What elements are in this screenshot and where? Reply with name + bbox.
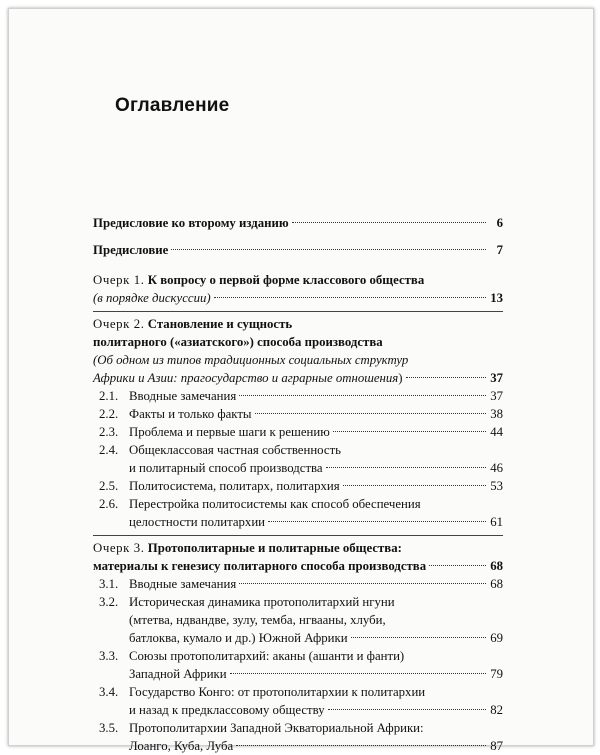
subsection-title-line: Политосистема, политарх, политархия [129,479,340,493]
subsection-title-line: Вводные замечания [129,389,237,403]
dot-leader [214,297,486,298]
page-number: 79 [490,667,503,681]
dot-leader [236,745,486,746]
dot-leader [343,485,486,486]
toc-subsection[interactable] [93,477,503,495]
subsection-title-line: и политарный способ производства [129,461,323,475]
page-number: 37 [490,371,503,385]
toc-entry-title: Предисловие ко второму изданию [93,216,289,230]
dot-leader [326,467,486,468]
subsection-number: 3.3. [99,649,119,663]
toc-subsection[interactable] [93,495,503,531]
subsection-title-line: Перестройка политосистемы как способ обеспечения [129,497,421,511]
page-number: 38 [490,407,503,421]
toc-subsection[interactable] [93,423,503,441]
toc-subsection[interactable] [93,575,503,593]
toc-entry-preface-second-edition[interactable] [93,214,503,232]
toc-entry-essay-1[interactable] [93,271,503,307]
subsection-number: 2.5. [99,479,119,493]
subsection-title-line: Протополитархии Западной Экваториальной Африки: [129,721,424,735]
subsection-title-line: Лоанго, Куба, Луба [129,739,234,753]
dot-leader [255,413,486,414]
page-title: Оглавление [115,95,230,116]
essay-2-subsections [93,387,503,531]
dot-leader [268,521,486,522]
dot-leader [230,673,486,674]
dot-leader [239,583,486,584]
subsection-number: 3.1. [99,577,119,591]
essay-prefix: Очерк 1. [93,273,145,287]
page-number: 46 [490,461,503,475]
subsection-title-line: и назад к предклассовому обществу [129,703,325,717]
dot-leader [239,395,486,396]
toc-entry-preface[interactable] [93,241,503,259]
dot-leader [328,709,486,710]
subsection-title-line: Союзы протополитархий: аканы (ашанти и фанти) [129,649,405,663]
subsection-title-line: Историческая динамика протополитархий нгуни [129,595,395,609]
subsection-title-line: Государство Конго: от протополитархии к политархии [129,685,426,699]
divider [93,311,503,312]
page-number: 87 [490,739,503,753]
subsection-title-line: Западной Африки [129,667,227,681]
subsection-number: 2.1. [99,389,119,403]
subsection-number: 3.4. [99,685,119,699]
essay-3-subsections [93,575,503,755]
subsection-title-line: батлоква, кумало и др.) Южной Африки [129,631,348,645]
toc-subsection[interactable] [93,405,503,423]
toc-subsection[interactable] [93,683,503,719]
essay-subtitle-line-1: (Об одном из типов традиционных социальных структур [93,353,409,367]
subsection-number: 2.3. [99,425,119,439]
essay-subtitle: (в порядке дискуссии) [93,291,211,305]
subsection-number: 2.2. [99,407,119,421]
page-number: 68 [490,559,503,573]
toc-entry-essay-2[interactable] [93,315,503,387]
toc-subsection[interactable] [93,593,503,647]
subsection-title-line: Проблема и первые шаги к решению [129,425,330,439]
page-number: 13 [490,291,503,305]
toc-subsection[interactable] [93,647,503,683]
toc-subsection[interactable] [93,441,503,477]
page-number: 68 [490,577,503,591]
essay-title-line-2: политарного («азиатского») способа производства [93,335,383,349]
dot-leader [333,431,486,432]
page-number: 82 [490,703,503,717]
essay-title: К вопросу о первой форме классового общества [147,273,425,287]
dot-leader [429,565,486,566]
divider [93,535,503,536]
subsection-number: 2.6. [99,497,119,511]
subsection-title-line: (мтетва, ндвандве, зулу, темба, нгвааны, хлуби, [129,613,386,627]
book-page [8,8,594,753]
essay-subtitle-line-2: Африки и Азии: прагосударство и аграрные отношения [93,371,399,385]
dot-leader [171,249,486,250]
page-number: 61 [490,515,503,529]
toc-subsection[interactable] [93,387,503,405]
essay-title-line-1: Становление и сущность [147,317,293,331]
table-of-contents [93,214,503,755]
subsection-number: 3.5. [99,721,119,735]
page-number: 44 [490,425,503,439]
toc-entry-essay-3[interactable] [93,539,503,575]
page-number: 53 [490,479,503,493]
essay-prefix: Очерк 2. [93,317,145,331]
essay-title-line-1: Протополитарные и политарные общества: [147,541,402,555]
subtitle-close-paren: ) [398,371,403,385]
dot-leader [351,637,486,638]
page-number: 69 [490,631,503,645]
subsection-number: 3.2. [99,595,119,609]
subsection-title-line: Вводные замечания [129,577,237,591]
subsection-title-line: целостности политархии [129,515,266,529]
toc-entry-title: Предисловие [93,243,169,257]
page-number: 37 [490,389,503,403]
subsection-title-line: Общеклассовая частная собственность [129,443,341,457]
dot-leader [406,377,486,378]
subsection-number: 2.4. [99,443,119,457]
essay-prefix: Очерк 3. [93,541,145,555]
dot-leader [292,222,486,223]
page-number: 6 [496,216,503,230]
page-number: 7 [496,243,503,257]
subsection-title-line: Факты и только факты [129,407,252,421]
essay-title-line-2: материалы к генезису политарного способа производства [93,559,427,573]
